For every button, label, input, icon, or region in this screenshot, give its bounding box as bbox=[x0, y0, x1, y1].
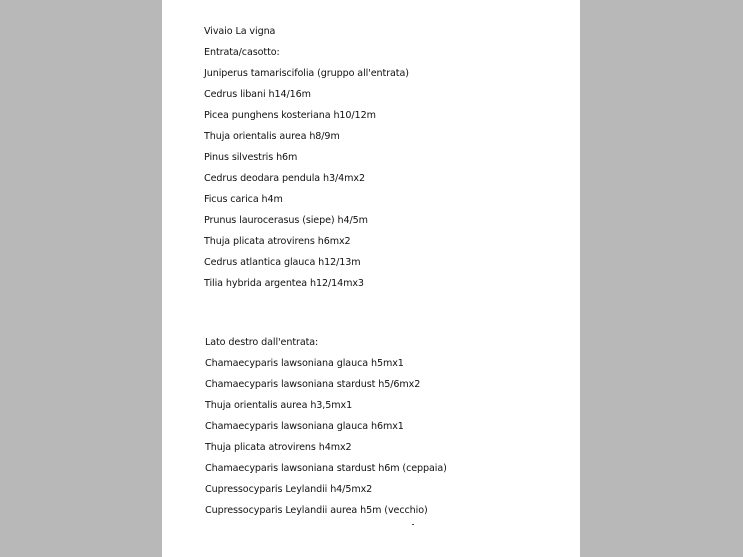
list-item: Ficus carica h4m bbox=[204, 194, 283, 205]
list-item: Pinus silvestris h6m bbox=[204, 152, 298, 163]
section-heading: Lato destro dall'entrata: bbox=[205, 337, 319, 348]
list-item: Thuja plicata atrovirens h4mx2 bbox=[205, 442, 352, 453]
document-page bbox=[162, 0, 580, 557]
list-item: Thuja plicata atrovirens h6mx2 bbox=[204, 236, 351, 247]
list-item: Prunus laurocerasus (siepe) h4/5m bbox=[204, 215, 368, 226]
list-item: Picea punghens kosteriana h10/12m bbox=[204, 110, 376, 121]
list-item: Juniperus tamariscifolia (gruppo all'entrata) bbox=[204, 68, 409, 79]
scan-speck bbox=[412, 524, 414, 525]
document-title: Vivaio La vigna bbox=[204, 26, 276, 37]
list-item: Chamaecyparis lawsoniana glauca h5mx1 bbox=[205, 358, 404, 369]
list-item: Cupressocyparis Leylandii aurea h5m (vecchio) bbox=[205, 505, 428, 516]
list-item: Cedrus libani h14/16m bbox=[204, 89, 311, 100]
list-item: Chamaecyparis lawsoniana glauca h6mx1 bbox=[205, 421, 404, 432]
list-item: Tilia hybrida argentea h12/14mx3 bbox=[204, 278, 364, 289]
list-item: Chamaecyparis lawsoniana stardust h6m (ceppaia) bbox=[205, 463, 447, 474]
list-item: Chamaecyparis lawsoniana stardust h5/6mx2 bbox=[205, 379, 421, 390]
list-item: Thuja orientalis aurea h3,5mx1 bbox=[205, 400, 353, 411]
list-item: Cupressocyparis Leylandii h4/5mx2 bbox=[205, 484, 373, 495]
list-item: Thuja orientalis aurea h8/9m bbox=[204, 131, 340, 142]
list-item: Cedrus deodara pendula h3/4mx2 bbox=[204, 173, 365, 184]
section-heading: Entrata/casotto: bbox=[204, 47, 280, 58]
list-item: Cedrus atlantica glauca h12/13m bbox=[204, 257, 361, 268]
